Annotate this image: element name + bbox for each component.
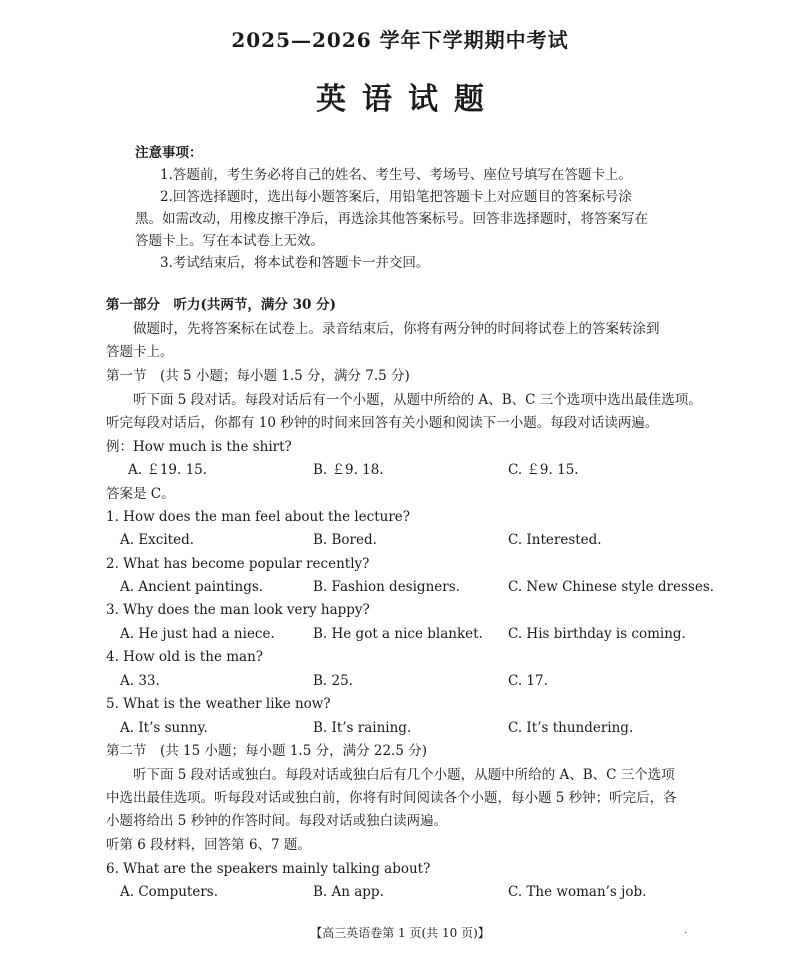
example-option-c: C. ￡9. 15. — [508, 462, 579, 478]
q4-option-a: A. 33. — [120, 673, 160, 689]
question-1: 1. How does the man feel about the lecture? — [106, 509, 411, 525]
subject-title: 英语试题 — [316, 82, 500, 117]
q3-option-b: B. He got a nice blanket. — [313, 626, 483, 642]
exam-title: 2025—2026 学年下学期期中考试 — [231, 28, 569, 52]
section2-heading: 第二节 (共 15 小题；每小题 1.5 分，满分 22.5 分) — [106, 743, 427, 759]
question-5: 5. What is the weather like now? — [106, 696, 331, 712]
notice-line: 2.回答选择题时，选出每小题答案后，用铅笔把答题卡上对应题目的答案标号涂 — [160, 189, 632, 205]
section1-instructions: 听完每段对话后，你都有 10 秒钟的时间来回答有关小题和阅读下一小题。每段对话读两遍。 — [106, 415, 659, 431]
q1-option-a: A. Excited. — [120, 532, 195, 548]
notice-line: 1.答题前，考生务必将自己的姓名、考生号、考场号、座位号填写在答题卡上。 — [160, 167, 632, 183]
example-question: 例：How much is the shirt? — [106, 439, 292, 455]
q4-option-c: C. 17. — [508, 673, 548, 689]
example-option-b: B. ￡9. 18. — [313, 462, 384, 478]
section2-instructions: 小题将给出 5 秒钟的作答时间。每段对话或独白读两遍。 — [106, 813, 448, 829]
page-footer: 【高三英语卷第 1 页(共 10 页)】 — [310, 926, 490, 940]
part1-intro: 答题卡上。 — [106, 344, 174, 360]
question-4: 4. How old is the man? — [106, 649, 264, 665]
q5-option-a: A. It’s sunny. — [120, 720, 208, 736]
part1-intro: 做题时，先将答案标在试卷上。录音结束后，你将有两分钟的时间将试卷上的答案转涂到 — [133, 321, 660, 337]
section1-instructions: 听下面 5 段对话。每段对话后有一个小题，从题中所给的 A、B、C 三个选项中选出最佳选项。 — [133, 392, 702, 408]
q6-option-b: B. An app. — [313, 884, 384, 900]
q2-option-a: A. Ancient paintings. — [120, 579, 264, 595]
notice-line: 答题卡上。写在本试卷上无效。 — [135, 233, 324, 249]
q2-option-b: B. Fashion designers. — [313, 579, 460, 595]
q6-option-a: A. Computers. — [120, 884, 219, 900]
q1-option-c: C. Interested. — [508, 532, 602, 548]
section2-instructions: 中选出最佳选项。听每段对话或独白前，你将有时间阅读各个小题，每小题 5 秒钟；听完后，各 — [106, 790, 677, 806]
notice-line: 黑。如需改动，用橡皮擦干净后，再选涂其他答案标号。回答非选择题时，将答案写在 — [135, 211, 648, 227]
section2-instructions: 听下面 5 段对话或独白。每段对话或独白后有几个小题，从题中所给的 A、B、C 三个选项 — [133, 767, 675, 783]
q2-option-c: C. New Chinese style dresses. — [508, 579, 715, 595]
question-2: 2. What has become popular recently? — [106, 556, 370, 572]
q5-option-b: B. It’s raining. — [313, 720, 412, 736]
question-6: 6. What are the speakers mainly talking about? — [106, 861, 431, 877]
notice-line: 3.考试结束后，将本试卷和答题卡一并交回。 — [160, 255, 430, 271]
example-answer: 答案是 C。 — [106, 486, 175, 502]
q3-option-c: C. His birthday is coming. — [508, 626, 686, 642]
q3-option-a: A. He just had a niece. — [120, 626, 275, 642]
part1-heading: 第一部分 听力(共两节，满分 30 分) — [106, 297, 336, 313]
material-6: 听第 6 段材料，回答第 6、7 题。 — [106, 837, 311, 853]
q6-option-c: C. The woman’s job. — [508, 884, 647, 900]
q5-option-c: C. It’s thundering. — [508, 720, 634, 736]
corner-mark: · — [684, 928, 688, 939]
q4-option-b: B. 25. — [313, 673, 353, 689]
q1-option-b: B. Bored. — [313, 532, 377, 548]
notice-heading: 注意事项： — [135, 145, 203, 161]
section1-heading: 第一节 (共 5 小题；每小题 1.5 分，满分 7.5 分) — [106, 368, 410, 384]
example-option-a: A. ￡19. 15. — [128, 462, 208, 478]
question-3: 3. Why does the man look very happy? — [106, 602, 370, 618]
